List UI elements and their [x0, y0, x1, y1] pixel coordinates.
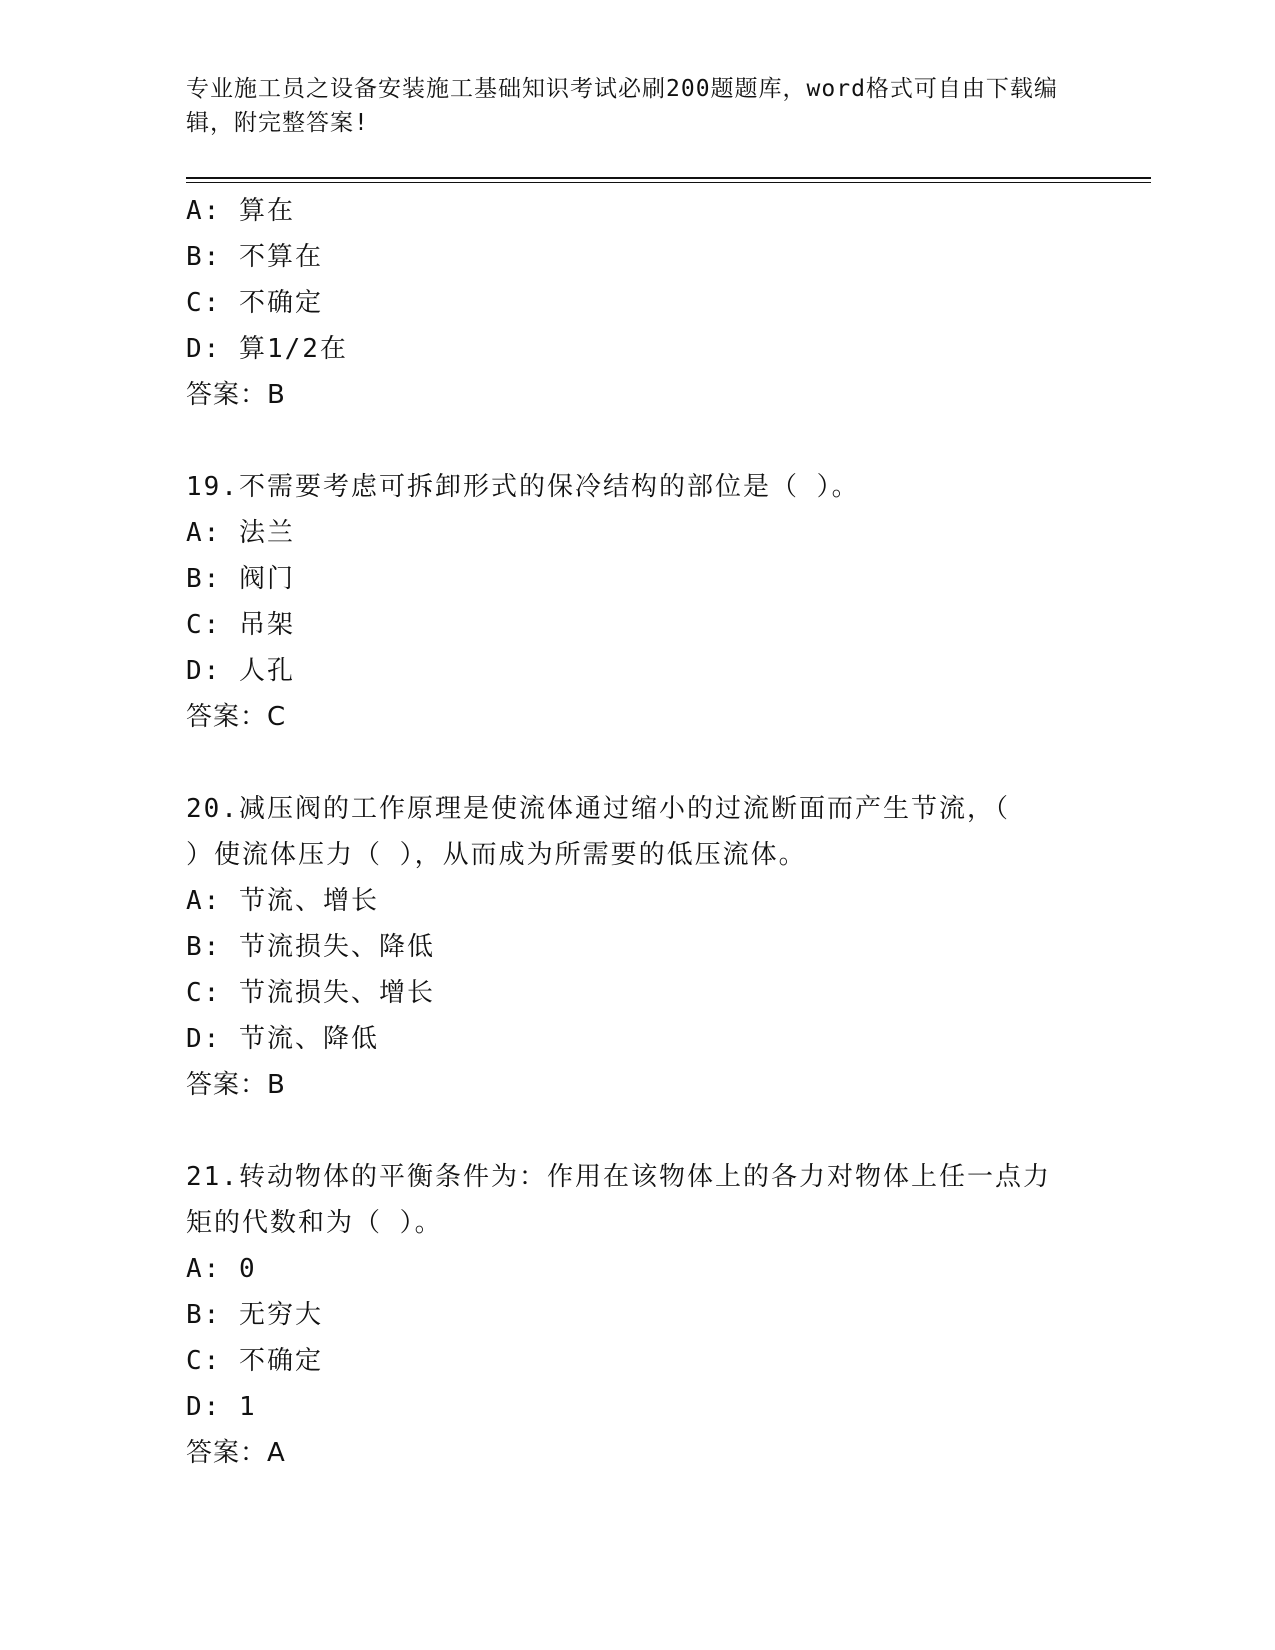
option-text: 算1/2在 [238, 334, 348, 364]
question-stem-line-1: 20.减压阀的工作原理是使流体通过缩小的过流断面而产生节流，（ [186, 794, 1010, 824]
option-letter: D: [186, 1392, 222, 1422]
option-a [186, 1246, 1086, 1292]
spacer [186, 740, 1086, 786]
question-list [186, 188, 1086, 1476]
option-c [186, 280, 1086, 326]
option-letter: A: [186, 886, 222, 916]
option-letter: C: [186, 610, 222, 640]
option-letter: B: [186, 932, 222, 962]
option-text: 0 [238, 1254, 257, 1284]
option-d [186, 648, 1086, 694]
option-d [186, 1016, 1086, 1062]
option-text: 1 [238, 1392, 257, 1422]
header-title: 专业施工员之设备安装施工基础知识考试必刷200题题库，word格式可自由下载编辑，附完整答案! [186, 76, 1058, 136]
option-c [186, 602, 1086, 648]
option-text: 节流损失、降低 [238, 932, 435, 962]
question-stem-line-2: ）使流体压力（ ），从而成为所需要的低压流体。 [186, 840, 807, 870]
option-letter: D: [186, 334, 222, 364]
option-c [186, 970, 1086, 1016]
option-letter: A: [186, 196, 222, 226]
option-text: 不确定 [238, 288, 323, 318]
option-text: 法兰 [238, 518, 295, 548]
option-text: 节流、增长 [238, 886, 379, 916]
option-text: 人孔 [238, 656, 295, 686]
option-text: 节流损失、增长 [238, 978, 435, 1008]
option-a [186, 878, 1086, 924]
question-block-19 [186, 464, 1086, 740]
option-letter: B: [186, 564, 222, 594]
answer-line: 答案：B [186, 380, 286, 410]
option-letter: B: [186, 242, 222, 272]
answer-line: 答案：A [186, 1438, 286, 1468]
option-a [186, 188, 1086, 234]
option-text: 阀门 [238, 564, 295, 594]
option-letter: B: [186, 1300, 222, 1330]
option-c [186, 1338, 1086, 1384]
question-stem: 19.不需要考虑可拆卸形式的保冷结构的部位是（ ）。 [186, 472, 860, 502]
header-divider-thin [186, 182, 1151, 183]
question-block-continued [186, 188, 1086, 418]
option-letter: D: [186, 656, 222, 686]
option-text: 不确定 [238, 1346, 323, 1376]
option-b [186, 924, 1086, 970]
option-letter: C: [186, 978, 222, 1008]
option-b [186, 234, 1086, 280]
document-header [186, 72, 1086, 140]
option-letter: D: [186, 1024, 222, 1054]
question-block-21 [186, 1154, 1086, 1476]
option-letter: A: [186, 1254, 222, 1284]
option-letter: C: [186, 288, 222, 318]
spacer [186, 418, 1086, 464]
option-letter: C: [186, 1346, 222, 1376]
question-stem-line-2: 矩的代数和为（ ）。 [186, 1208, 443, 1238]
option-text: 不算在 [238, 242, 323, 272]
option-d [186, 1384, 1086, 1430]
option-text: 算在 [238, 196, 295, 226]
answer-line: 答案：C [186, 702, 287, 732]
option-text: 吊架 [238, 610, 295, 640]
question-block-20 [186, 786, 1086, 1108]
option-d [186, 326, 1086, 372]
option-b [186, 1292, 1086, 1338]
spacer [186, 1108, 1086, 1154]
question-stem-line-1: 21.转动物体的平衡条件为：作用在该物体上的各力对物体上任一点力 [186, 1162, 1051, 1192]
option-a [186, 510, 1086, 556]
option-text: 无穷大 [238, 1300, 323, 1330]
option-letter: A: [186, 518, 222, 548]
option-text: 节流、降低 [238, 1024, 379, 1054]
option-b [186, 556, 1086, 602]
header-divider-thick [186, 177, 1151, 179]
answer-line: 答案：B [186, 1070, 286, 1100]
